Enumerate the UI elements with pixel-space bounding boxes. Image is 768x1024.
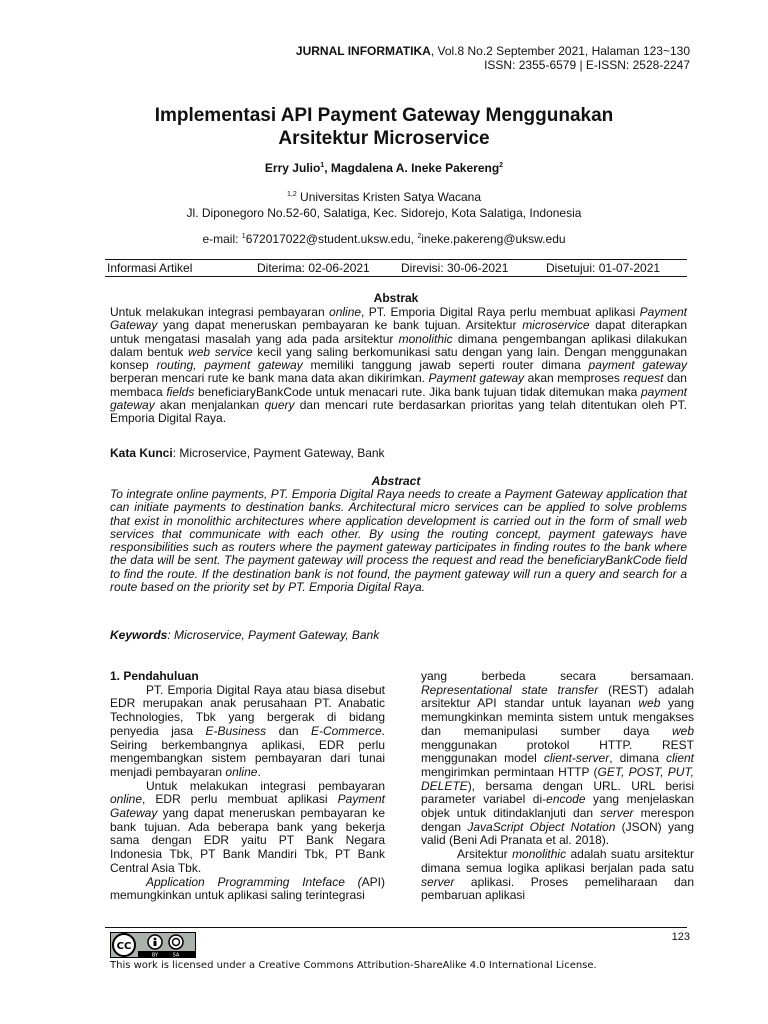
author-emails: e-mail: $^1$672017022@student.uksw.edu, $^2$ineke.pakereng@uksw.edu (202, 232, 566, 246)
footer-rule (105, 927, 687, 928)
paragraph: PT. Emporia Digital Raya atau biasa disebut EDR merupakan anak perusahaan PT. Anabatic Technologies, Tbk yang bergerak di bidang penyedia jasa E-Business dan E-Commerce. Seiring berkembangnya aplikasi, EDR perlu mengembangkan sistem pembayaran dari tunai menjadi pembayaran online. (110, 682, 385, 779)
issn: ISSN: 2355-6579 | E-ISSN: 2528-2247 (484, 58, 690, 72)
info-label: Informasi Artikel (107, 261, 193, 275)
paper-title: Implementasi API Payment Gateway Menggunakan Arsitektur Microservice (154, 105, 614, 149)
right-column (421, 670, 694, 903)
journal-header (296, 44, 690, 72)
authors: Erry Julio$^1$, Magdalena A. Ineke Pakereng$^2$ (264, 161, 504, 175)
revised-date: Direvisi: 30-06-2021 (401, 261, 509, 275)
cc-badge-strip (138, 951, 195, 957)
abstract-heading: Abstract (371, 474, 421, 488)
sa-icon (169, 935, 183, 949)
article-info-row (105, 259, 687, 277)
keywords: Keywords: Microservice, Payment Gateway, Bank (110, 628, 380, 642)
cc-icon-label: CC (116, 941, 132, 952)
section-heading: 1. Pendahuluan (110, 669, 199, 683)
by-label: BY (151, 952, 159, 958)
paragraph: Representational state transfer (REST) adalah arsitektur API standar untuk layanan web yang memungkinkan meminta sistem untuk mengakses dan memanipulasi sumber daya web menggunakan protokol HTTP. REST menggunakan model client-server, dimana client mengirimkan permintaan HTTP (GET, POST, PUT, DELETE), bersama dengan URL. URL berisi parameter variabel di-encode yang menjelaskan objek untuk ditindaklanjuti dan server merespon dengan JavaScript Object Notation (JSON) yang valid (Beni Adi Pranata et al. 2018). (421, 682, 695, 848)
received-date: Diterima: 02-06-2021 (257, 261, 370, 275)
sa-label: SA (172, 952, 180, 958)
left-column (110, 670, 385, 903)
accepted-date: Disetujui: 01-07-2021 (546, 261, 661, 275)
abstrak-heading: Abstrak (373, 291, 419, 305)
paragraph: Application Programming Inteface (API) memungkinkan untuk aplikasi saling terintegrasi (110, 874, 385, 903)
paragraph: Arsitektur monolithic adalah suatu arsitektur dimana semua logika aplikasi berjalan pada satu server aplikasi. Proses pemeliharaan dan pembaruan aplikasi (421, 847, 694, 903)
journal-citation: JURNAL INFORMATIKA, Vol.8 No.2 September 2021, Halaman 123~130 (295, 44, 690, 58)
author-2: Magdalena A. Ineke Pakereng (330, 161, 500, 175)
email-1[interactable]: 672017022@student.uksw.edu, (245, 232, 418, 246)
author-1: Erry Julio (264, 161, 321, 175)
journal-name: JURNAL INFORMATIKA (295, 44, 431, 58)
abstrak-body: Untuk melakukan integrasi pembayaran online, PT. Emporia Digital Raya perlu membuat aplikasi Payment Gateway yang dapat meneruskan pembayaran ke bank tujuan. Arsitektur microservice dapat diterapkan untuk mengatasi masalah yang ada pada arsitektur monolithic dimana pengembangan aplikasi dilakukan dalam bentuk web service kecil yang saling berkomunikasi satu dengan yang lain. Dengan menggunakan konsep routing, payment gateway memiliki tanggung jawab seperti router dimana payment gateway berperan mencari rute ke bank mana data akan dikirimkan. Payment gateway akan memproses request dan membaca fields beneficiaryBankCode untuk menacari rute. Jika bank tujuan tidak ditemukan maka payment gateway akan menjalankan query dan mencari rute berdasarkan prioritas yang telah ditentukan oleh PT. Emporia Digital Raya. (110, 305, 688, 426)
license-notice[interactable]: This work is licensed under a Creative Commons Attribution-ShareAlike 4.0 International License. (110, 960, 597, 971)
paragraph: Untuk melakukan integrasi pembayaran online, EDR perlu membuat aplikasi Payment Gateway yang dapat meneruskan pembayaran ke bank tujuan. Ada beberapa bank yang bekerja sama dengan EDR yaitu PT Bank Negara Indonesia Tbk, PT Bank Mandiri Tbk, PT Bank Central Asia Tbk. (110, 778, 385, 875)
abstract-body: To integrate online payments, PT. Emporia Digital Raya needs to create a Payment Gateway application that can initiate payments to destination banks. Architectural micro services can be applied to solve problems that exist in monolithic architectures where application development is carried out in the form of small web services that communicate with each other. By using the routing concept, payment gateways have responsibilities such as routers where the payment gateway participates in finding routes to the bank where the data will be sent. The payment gateway will process the request and read the beneficiaryBankCode field to find the route. If the destination bank is not found, the payment gateway will run a query and search for a route based on the priority set by PT. Emporia Digital Raya. (110, 487, 687, 595)
affiliation: $^{1,2}$ Universitas Kristen Satya Wacana Jl. Diponegoro No.52-60, Salatiga, Kec. Sidorejo, Kota Salatiga, Indonesia (0, 189, 768, 221)
paragraph-continuation: yang berbeda secara bersamaan. (421, 669, 694, 683)
email-2[interactable]: ineke.pakereng@uksw.edu (421, 232, 566, 246)
kata-kunci: Kata Kunci: Microservice, Payment Gateway, Bank (110, 446, 385, 460)
cc-by-sa-badge[interactable] (110, 932, 196, 958)
page-number: 123 (671, 931, 690, 943)
address: Jl. Diponegoro No.52-60, Salatiga, Kec. Sidorejo, Kota Salatiga, Indonesia (186, 206, 582, 220)
